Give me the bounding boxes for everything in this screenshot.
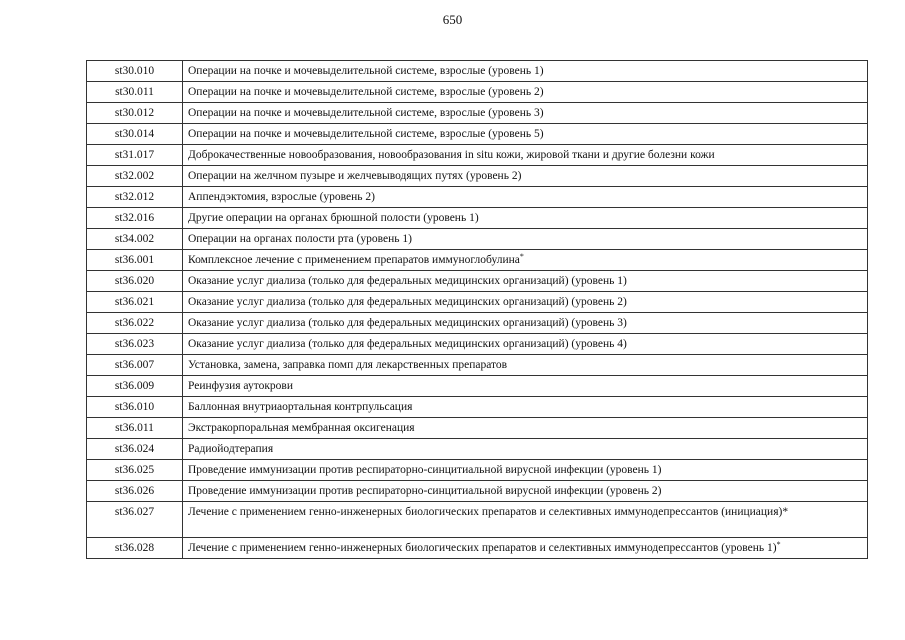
row-description: Комплексное лечение с применением препаратов иммуноглобулина — [188, 254, 520, 266]
row-code: st36.026 — [87, 481, 183, 502]
row-code: st36.025 — [87, 460, 183, 481]
row-code: st34.002 — [87, 229, 183, 250]
table-row — [87, 376, 868, 397]
row-code: st36.011 — [87, 418, 183, 439]
row-code: st36.020 — [87, 271, 183, 292]
row-description: Реинфузия аутокрови — [183, 376, 868, 397]
row-code: st36.021 — [87, 292, 183, 313]
row-code: st30.012 — [87, 103, 183, 124]
table-row — [87, 124, 868, 145]
table-row — [87, 397, 868, 418]
row-code: st36.024 — [87, 439, 183, 460]
codes-table — [86, 60, 868, 559]
row-code: st36.027 — [87, 502, 183, 538]
footnote-mark: * — [776, 540, 781, 549]
row-description-cell — [183, 250, 868, 271]
row-description: Баллонная внутриаортальная контрпульсация — [183, 397, 868, 418]
row-description: Проведение иммунизации против респираторно-синцитиальной вирусной инфекции (уровень 1) — [183, 460, 868, 481]
row-description: Проведение иммунизации против респираторно-синцитиальной вирусной инфекции (уровень 2) — [183, 481, 868, 502]
row-code: st36.023 — [87, 334, 183, 355]
row-description: Доброкачественные новообразования, новообразования in situ кожи, жировой ткани и другие болезни кожи — [183, 145, 868, 166]
row-description: Операции на желчном пузыре и желчевыводящих путях (уровень 2) — [183, 166, 868, 187]
table-row — [87, 460, 868, 481]
row-code: st36.028 — [87, 538, 183, 559]
row-description-cell — [183, 538, 868, 559]
row-description: Радиойодтерапия — [183, 439, 868, 460]
table-row — [87, 538, 868, 559]
table-row — [87, 334, 868, 355]
table-row — [87, 439, 868, 460]
table-row — [87, 418, 868, 439]
table-row — [87, 61, 868, 82]
row-code: st32.016 — [87, 208, 183, 229]
row-description: Операции на органах полости рта (уровень 1) — [183, 229, 868, 250]
row-description: Операции на почке и мочевыделительной системе, взрослые (уровень 3) — [183, 103, 868, 124]
row-description: Оказание услуг диализа (только для федеральных медицинских организаций) (уровень 3) — [183, 313, 868, 334]
row-code: st31.017 — [87, 145, 183, 166]
footnote-mark: * — [519, 252, 524, 261]
table-row — [87, 208, 868, 229]
row-description: Операции на почке и мочевыделительной системе, взрослые (уровень 5) — [183, 124, 868, 145]
row-code: st32.002 — [87, 166, 183, 187]
row-description: Экстракорпоральная мембранная оксигенация — [183, 418, 868, 439]
row-description: Лечение с применением генно-инженерных биологических препаратов и селективных иммунодепрессантов (уровень 1) — [188, 542, 777, 554]
row-code: st30.010 — [87, 61, 183, 82]
row-code: st30.014 — [87, 124, 183, 145]
row-description: Оказание услуг диализа (только для федеральных медицинских организаций) (уровень 4) — [183, 334, 868, 355]
table-row — [87, 82, 868, 103]
table-row — [87, 502, 868, 538]
page-number: 650 — [442, 12, 463, 27]
row-description: Аппендэктомия, взрослые (уровень 2) — [183, 187, 868, 208]
table-row — [87, 166, 868, 187]
row-code: st36.009 — [87, 376, 183, 397]
table-row — [87, 313, 868, 334]
row-code: st30.011 — [87, 82, 183, 103]
table-row — [87, 229, 868, 250]
row-description: Установка, замена, заправка помп для лекарственных препаратов — [183, 355, 868, 376]
row-code: st36.022 — [87, 313, 183, 334]
table-row — [87, 145, 868, 166]
table-row — [87, 481, 868, 502]
row-description: Лечение с применением генно-инженерных биологических препаратов и селективных иммунодепрессантов (инициация)* — [183, 502, 868, 538]
row-description: Оказание услуг диализа (только для федеральных медицинских организаций) (уровень 2) — [183, 292, 868, 313]
row-description: Операции на почке и мочевыделительной системе, взрослые (уровень 2) — [183, 82, 868, 103]
row-code: st36.001 — [87, 250, 183, 271]
table-row — [87, 250, 868, 271]
table-row — [87, 187, 868, 208]
table-row — [87, 355, 868, 376]
row-code: st32.012 — [87, 187, 183, 208]
row-code: st36.010 — [87, 397, 183, 418]
row-description: Операции на почке и мочевыделительной системе, взрослые (уровень 1) — [183, 61, 868, 82]
row-description: Оказание услуг диализа (только для федеральных медицинских организаций) (уровень 1) — [183, 271, 868, 292]
table-row — [87, 292, 868, 313]
row-code: st36.007 — [87, 355, 183, 376]
row-description: Другие операции на органах брюшной полости (уровень 1) — [183, 208, 868, 229]
table-row — [87, 103, 868, 124]
table-row — [87, 271, 868, 292]
